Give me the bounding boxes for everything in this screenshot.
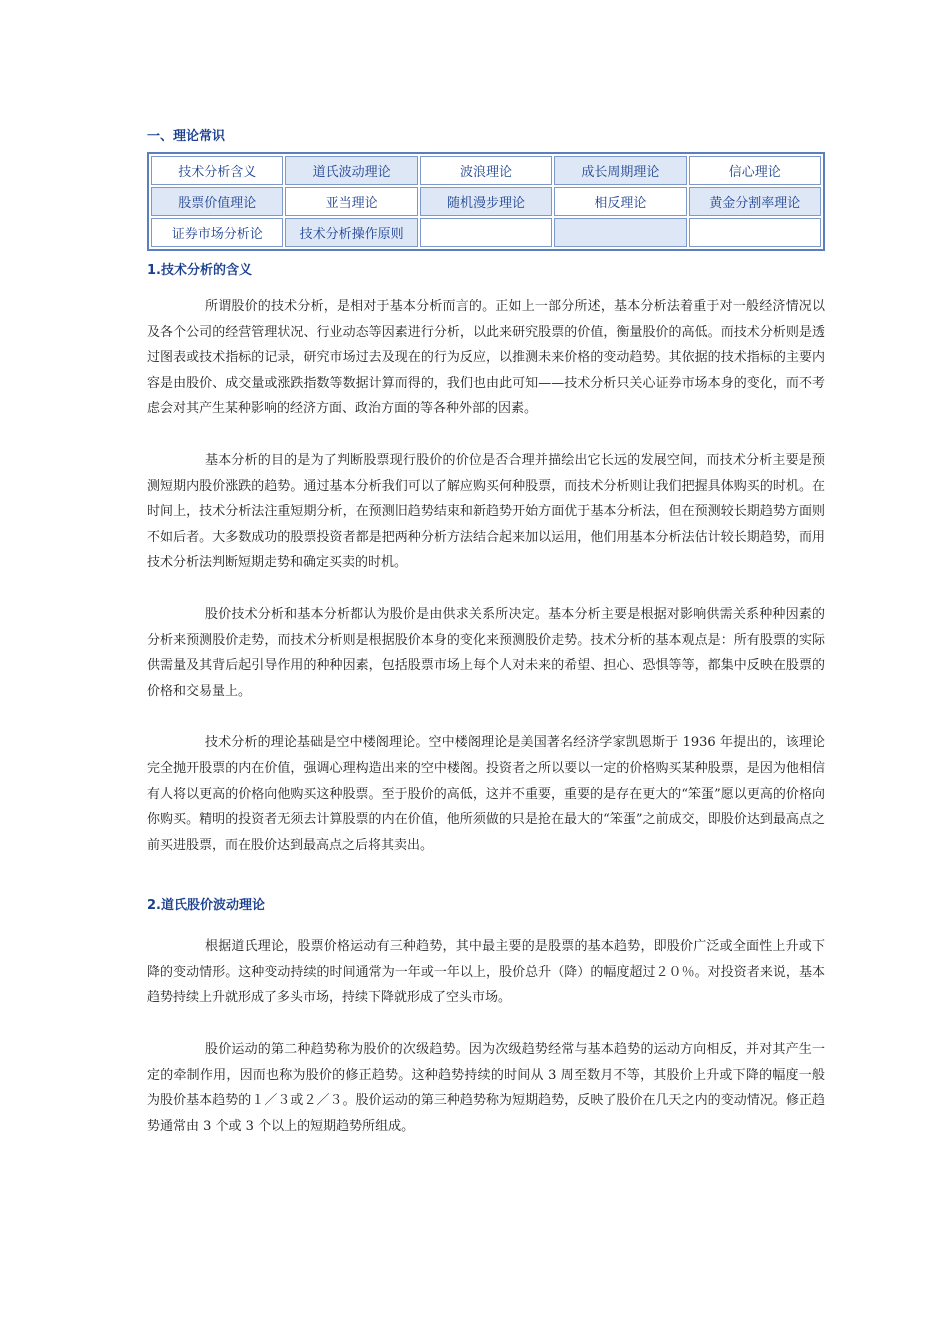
nav-empty-cell bbox=[420, 218, 552, 247]
document-page bbox=[147, 128, 825, 1139]
nav-link-dow-theory[interactable]: 道氏波动理论 bbox=[285, 156, 417, 185]
nav-link-random-walk-theory[interactable]: 随机漫步理论 bbox=[420, 187, 552, 216]
nav-link-contrarian-theory[interactable]: 相反理论 bbox=[554, 187, 686, 216]
nav-link-operating-principles[interactable]: 技术分析操作原则 bbox=[285, 218, 417, 247]
nav-link-technical-analysis-meaning[interactable]: 技术分析含义 bbox=[151, 156, 283, 185]
nav-link-stock-value-theory[interactable]: 股票价值理论 bbox=[151, 187, 283, 216]
paragraph: 股价技术分析和基本分析都认为股价是由供求关系所决定。基本分析主要是根据对影响供需关系种种因素的分析来预测股价走势，而技术分析则是根据股价本身的变化来预测股价走势。技术分析的基本观点是：所有股票的实际供需量及其背后起引导作用的种种因素，包括股票市场上每个人对未来的希望、担心、恐惧等等，都集中反映在股票的价格和交易量上。 bbox=[147, 606, 825, 699]
nav-link-growth-cycle-theory[interactable]: 成长周期理论 bbox=[554, 156, 686, 185]
paragraph: 技术分析的理论基础是空中楼阁理论。空中楼阁理论是美国著名经济学家凯恩斯于 1936 年提出的，该理论完全抛开股票的内在价值，强调心理构造出来的空中楼阁。投资者之所以要以一定的价格购买某种股票，是因为他相信有人将以更高的价格向他购买这种股票。至于股价的高低，这并不重要，重要的是存在更大的“笨蛋”愿以更高的价格向你购买。精明的投资者无须去计算股票的内在价值，他所须做的只是抢在最大的“笨蛋”之前成交，即股价达到最高点之前买进股票，而在股价达到最高点之后将其卖出。 bbox=[147, 735, 825, 853]
paragraph: 所谓股价的技术分析，是相对于基本分析而言的。正如上一部分所述，基本分析法着重于对一般经济情况以及各个公司的经营管理状况、行业动态等因素进行分析，以此来研究股票的价值，衡量股价的高低。而技术分析则是透过图表或技术指标的记录，研究市场过去及现在的行为反应，以推测未来价格的变动趋势。其依据的技术指标的主要内容是由股价、成交量或涨跌指数等数据计算而得的，我们也由此可知——技术分析只关心证券市场本身的变化，而不考虑会对其产生某种影响的经济方面、政治方面的等各种外部的因素。 bbox=[147, 299, 825, 417]
nav-empty-cell bbox=[554, 218, 686, 247]
section-technical-analysis bbox=[147, 261, 825, 858]
nav-row bbox=[151, 187, 821, 216]
nav-link-confidence-theory[interactable]: 信心理论 bbox=[689, 156, 821, 185]
topic-nav-table bbox=[147, 152, 825, 251]
section-heading: 2.道氏股价波动理论 bbox=[147, 898, 265, 914]
section-title: 一、理论常识 bbox=[147, 129, 226, 144]
nav-link-golden-ratio-theory[interactable]: 黄金分割率理论 bbox=[689, 187, 821, 216]
paragraph: 根据道氏理论，股票价格运动有三种趋势，其中最主要的是股票的基本趋势，即股价广泛或全面性上升或下降的变动情形。这种变动持续的时间通常为一年或一年以上，股价总升（降）的幅度超过２０％。对投资者来说，基本趋势持续上升就形成了多头市场，持续下降就形成了空头市场。 bbox=[147, 939, 825, 1006]
section-dow-theory bbox=[147, 896, 825, 1139]
nav-empty-cell bbox=[689, 218, 821, 247]
nav-row bbox=[151, 156, 821, 185]
paragraph: 基本分析的目的是为了判断股票现行股价的价位是否合理并描绘出它长远的发展空间，而技术分析主要是预测短期内股价涨跌的趋势。通过基本分析我们可以了解应购买何种股票，而技术分析则让我们把握具体购买的时机。在时间上，技术分析法注重短期分析，在预测旧趋势结束和新趋势开始方面优于基本分析法，但在预测较长期趋势方面则不如后者。大多数成功的股票投资者都是把两种分析方法结合起来加以运用，他们用基本分析法估计较长期趋势，而用技术分析法判断短期走势和确定买卖的时机。 bbox=[147, 452, 825, 571]
section-heading: 1.技术分析的含义 bbox=[147, 263, 252, 278]
paragraph: 股价运动的第二种趋势称为股价的次级趋势。因为次级趋势经常与基本趋势的运动方向相反，并对其产生一定的牵制作用，因而也称为股价的修正趋势。这种趋势持续的时间从 3 周至数月不等，其股价上升或下降的幅度一般为股价基本趋势的１／３或２／３。股价运动的第三种趋势称为短期趋势，反映了股价在几天之内的变动情况。修正趋势通常由 3 个或 3 个以上的短期趋势所组成。 bbox=[147, 1042, 825, 1134]
nav-row bbox=[151, 218, 821, 247]
nav-link-adam-theory[interactable]: 亚当理论 bbox=[285, 187, 417, 216]
nav-link-securities-market-analysis[interactable]: 证券市场分析论 bbox=[151, 218, 283, 247]
nav-link-wave-theory[interactable]: 波浪理论 bbox=[420, 156, 552, 185]
